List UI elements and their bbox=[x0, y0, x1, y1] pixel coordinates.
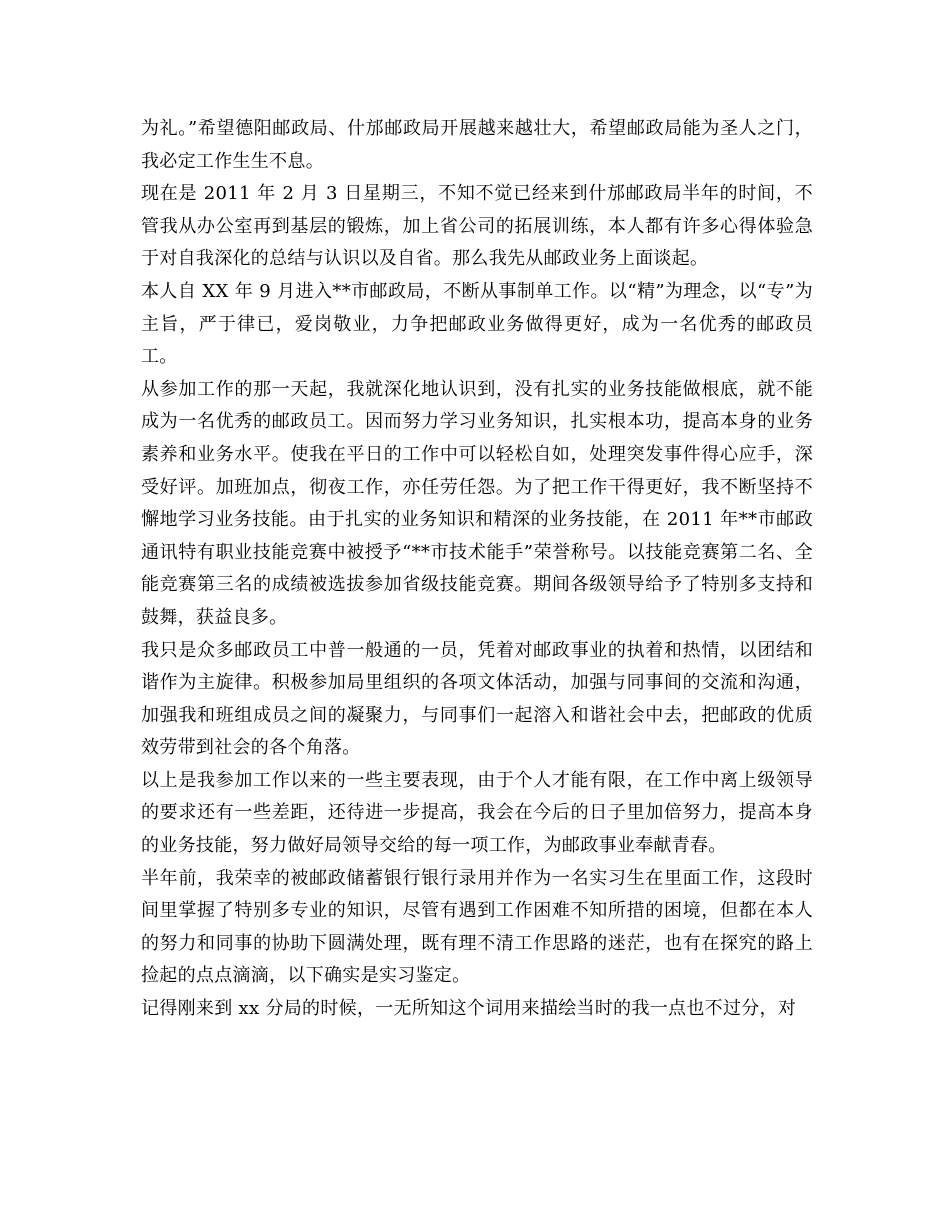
paragraph: 记得刚来到 xx 分局的时候，一无所知这个词用来描绘当时的我一点也不过分，对 bbox=[141, 998, 797, 1020]
paragraph: 我只是众多邮政员工中普一般通的一员，凭着对邮政事业的执着和热情，以团结和谐作为主旋律。积极参加局里组织的各项文体活动，加强与同事间的交流和沟通，加强我和班组成员之间的凝聚力，与同事们一起溶入和谐社会中去，把邮政的优质效劳带到社会的各个角落。 bbox=[141, 639, 813, 759]
document-body bbox=[141, 113, 813, 1026]
paragraph: 从参加工作的那一天起，我就深化地认识到，没有扎实的业务技能做根底，就不能成为一名优秀的邮政员工。因而努力学习业务知识，扎实根本功，提高本身的业务素养和业务水平。使我在平日的工作中可以轻松自如，处理突发事件得心应手，深受好评。加班加点，彻夜工作，亦任劳任怨。为了把工作干得更好，我不断坚持不懈地学习业务技能。由于扎实的业务知识和精深的业务技能，在 2011 年**市邮政通讯特有职业技能竞赛中被授予“**市技术能手”荣誉称号。以技能竞赛第二名、全能竞赛第三名的成绩被选拔参加省级技能竞赛。期间各级领导给予了特别多支持和鼓舞，获益良多。 bbox=[141, 378, 813, 628]
paragraph: 现在是 2011 年 2 月 3 日星期三，不知不觉已经来到什邡邮政局半年的时间，不管我从办公室再到基层的锻炼，加上省公司的拓展训练，本人都有许多心得体验急于对自我深化的总结与认识以及自省。那么我先从邮政业务上面谈起。 bbox=[141, 183, 813, 270]
paragraph: 半年前，我荣幸的被邮政储蓄银行银行录用并作为一名实习生在里面工作，这段时间里掌握了特别多专业的知识，尽管有遇到工作困难不知所措的困境，但都在本人的努力和同事的协助下圆满处理，既有理不清工作思路的迷茫，也有在探究的路上捡起的点点滴滴，以下确实是实习鉴定。 bbox=[141, 867, 813, 987]
paragraph: 本人自 XX 年 9 月进入**市邮政局，不断从事制单工作。以“精”为理念，以“专”为主旨，严于律已，爱岗敬业，力争把邮政业务做得更好，成为一名优秀的邮政员工。 bbox=[141, 280, 813, 368]
paragraph: 为礼。”希望德阳邮政局、什邡邮政局开展越来越壮大，希望邮政局能为圣人之门，我必定工作生生不息。 bbox=[141, 118, 813, 172]
paragraph: 以上是我参加工作以来的一些主要表现，由于个人才能有限，在工作中离上级领导的要求还有一些差距，还待进一步提高，我会在今后的日子里加倍努力，提高本身的业务技能，努力做好局领导交给的每一项工作，为邮政事业奉献青春。 bbox=[141, 769, 813, 857]
